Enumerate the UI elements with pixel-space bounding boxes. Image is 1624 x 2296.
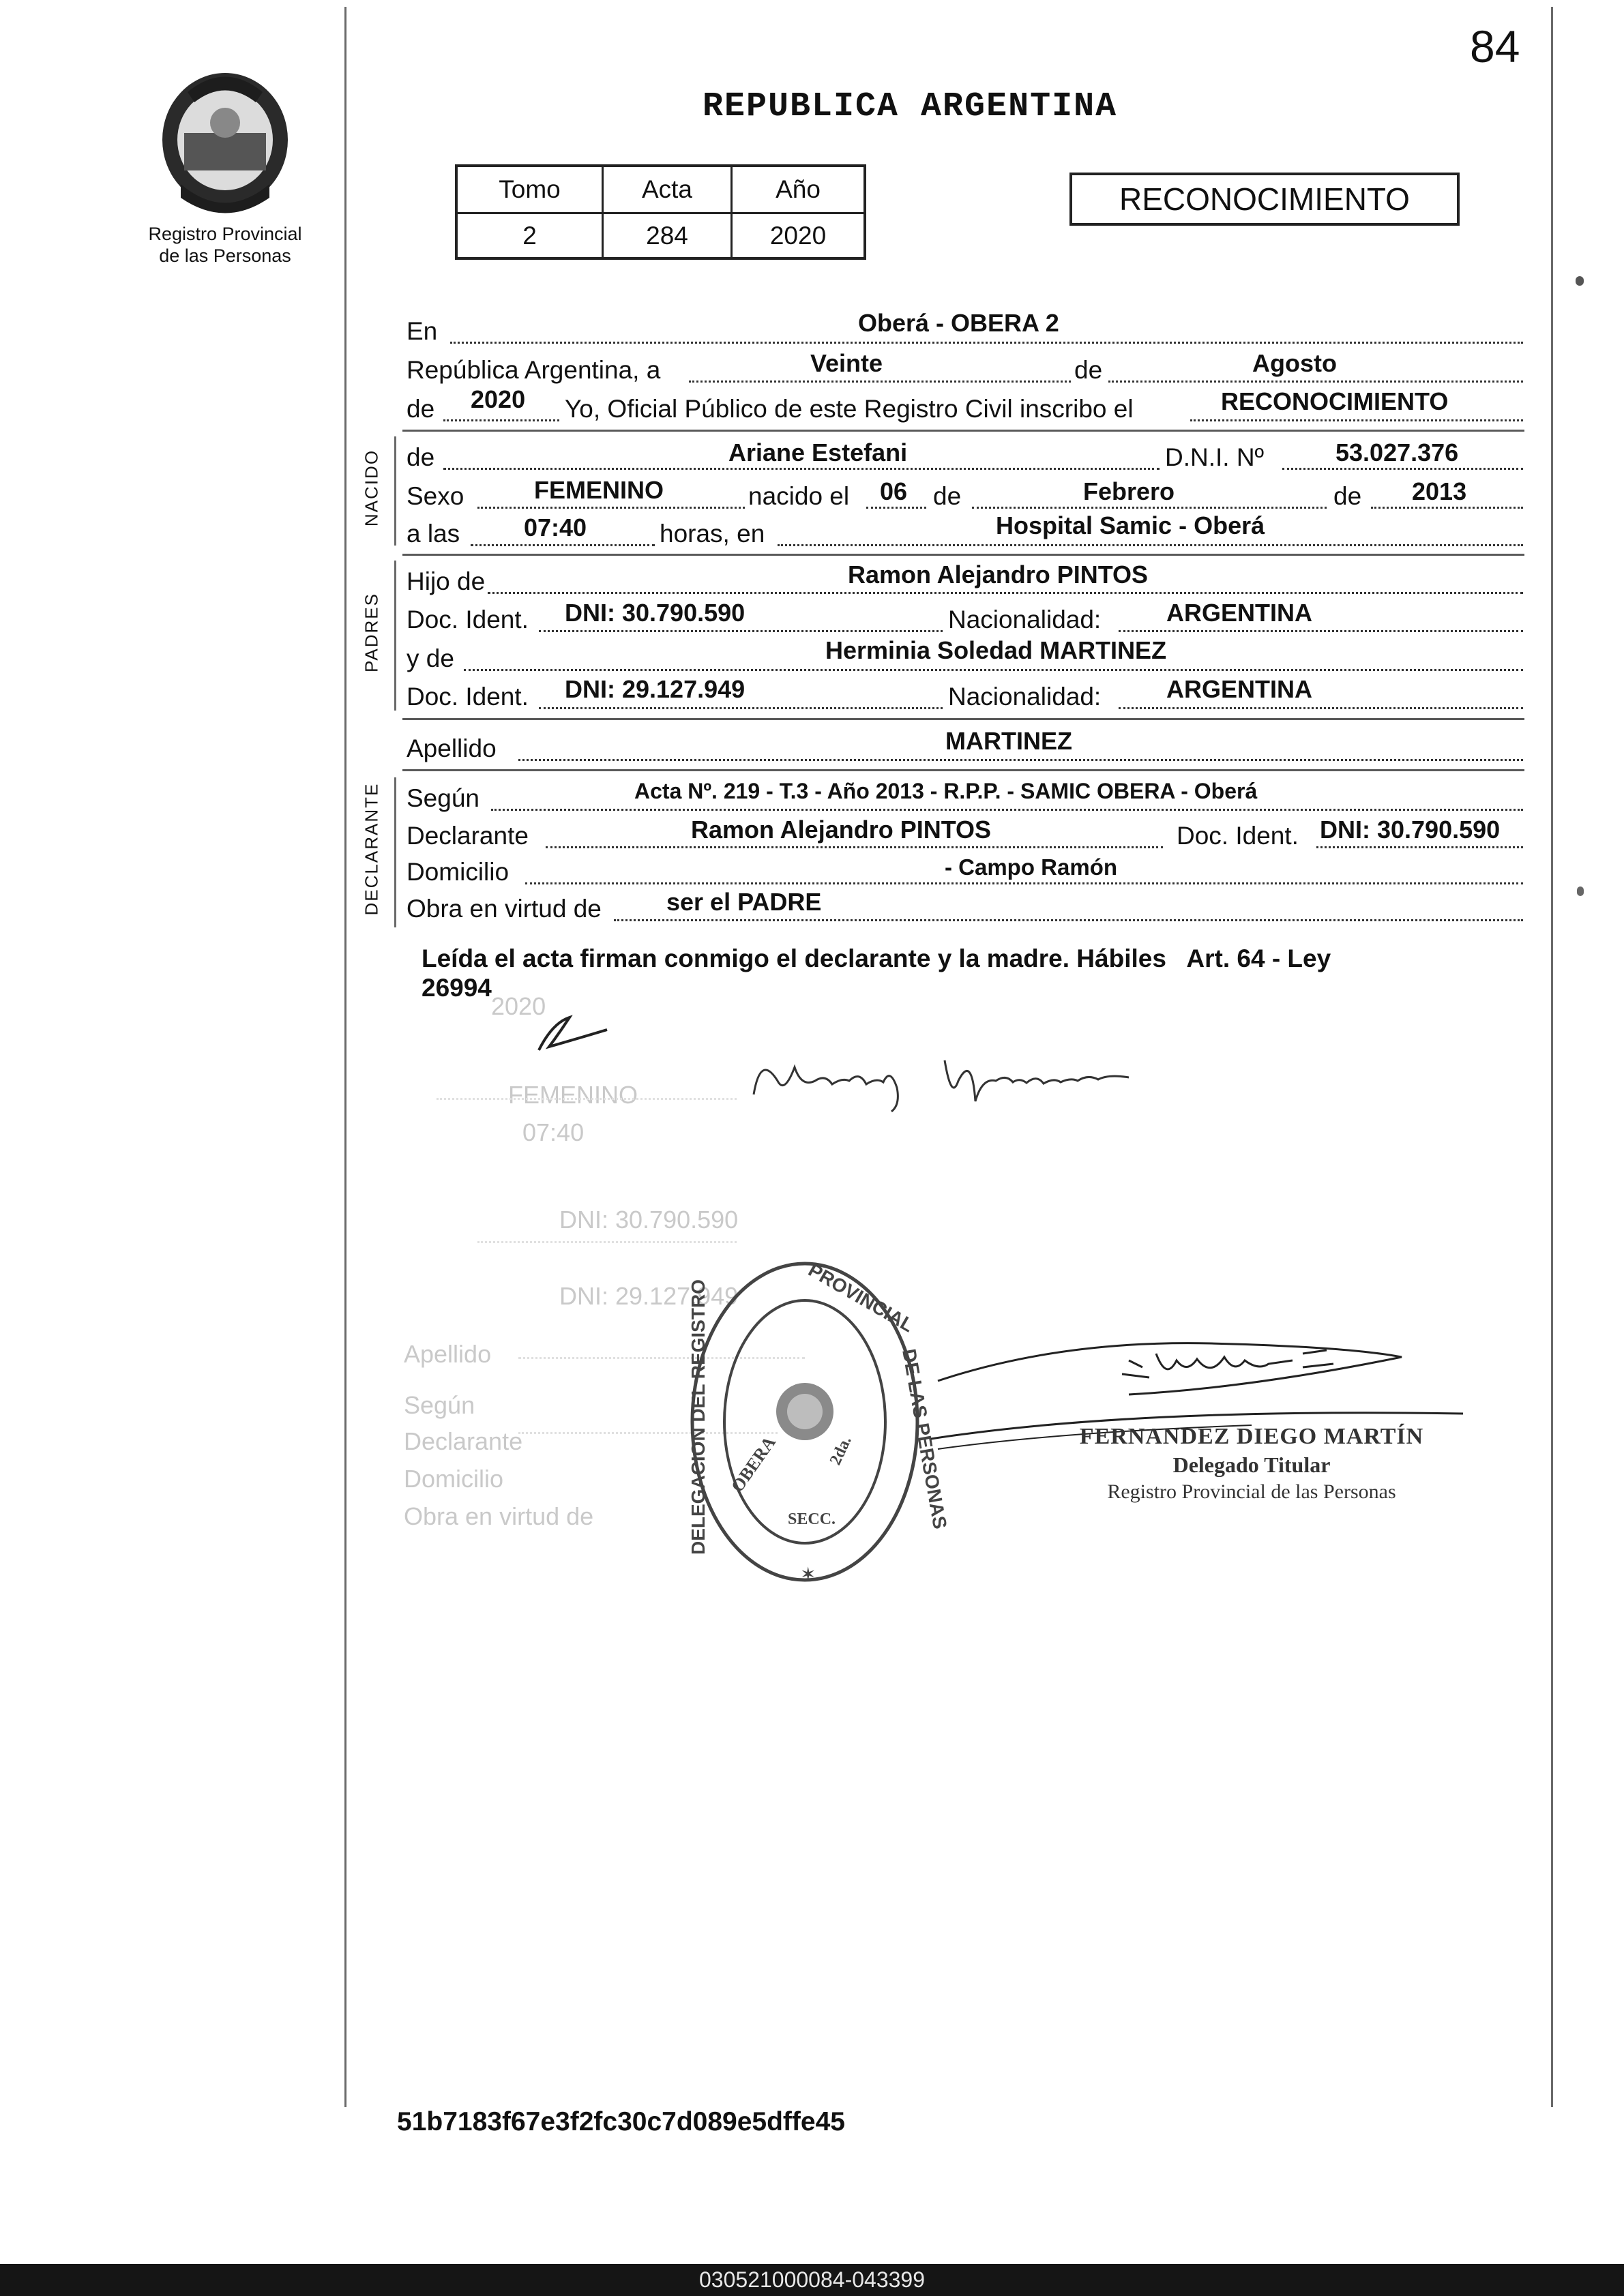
label-obra-en-virtud: Obra en virtud de	[407, 895, 602, 923]
dots-hora	[471, 544, 655, 546]
dots-apellido	[518, 759, 1523, 761]
label-doc-ident-2: Doc. Ident.	[407, 683, 529, 711]
dots-padre-nac	[1119, 630, 1523, 632]
logo-caption	[130, 223, 321, 267]
scan-speck	[1577, 886, 1584, 896]
label-a-las: a las	[407, 520, 460, 548]
value-madre-nac: ARGENTINA	[1166, 675, 1312, 703]
table-header-tomo: Tomo	[499, 175, 561, 203]
svg-text:DE LAS PERSONAS: DE LAS PERSONAS	[898, 1347, 951, 1531]
dots-sexo	[477, 507, 745, 509]
dots-declarante	[546, 846, 1163, 848]
svg-text:OBERA: OBERA	[727, 1433, 780, 1496]
official-role: Delegado Titular	[1172, 1452, 1331, 1477]
ghost-domicilio-label: Domicilio	[404, 1465, 504, 1493]
mother-signature	[747, 1040, 1156, 1122]
value-declarante: Ramon Alejandro PINTOS	[691, 816, 992, 844]
dots-declarante-doc	[1316, 846, 1523, 848]
dots-nombre	[443, 468, 1160, 470]
closing-text-line1: Leída el acta firman conmigo el declarante y la madre. Hábiles Art. 64 - Ley	[422, 944, 1331, 972]
section-divider	[402, 554, 1524, 556]
dots-madre-doc	[539, 707, 943, 709]
value-nombre: Ariane Estefani	[728, 438, 908, 466]
dots-padre-doc	[539, 630, 943, 632]
value-declarante-doc: DNI: 30.790.590	[1320, 816, 1501, 844]
closing-text-line2: 26994	[422, 974, 492, 1002]
table-header-anio: Año	[776, 175, 821, 203]
label-sexo: Sexo	[407, 482, 464, 510]
province-logo	[153, 65, 297, 211]
logo-caption-line2: de las Personas	[159, 245, 291, 266]
label-dni: D.N.I. Nº	[1165, 443, 1265, 471]
ghost-doc2: DNI: 29.127.949	[559, 1282, 739, 1310]
dots-madre-nac	[1119, 707, 1523, 709]
ghost-segun-label: Según	[404, 1391, 475, 1419]
label-horas-en: horas, en	[660, 520, 765, 548]
value-domicilio: - Campo Ramón	[945, 854, 1118, 880]
dots-dia-nac	[866, 507, 926, 509]
declarante-bracket	[394, 777, 396, 927]
logo-caption-line1: Registro Provincial	[148, 224, 302, 244]
official-name: FERNANDEZ DIEGO MARTÍN	[1079, 1424, 1424, 1449]
label-de-birth-year: de	[1333, 482, 1362, 510]
value-hora-nac: 07:40	[524, 513, 587, 541]
value-mes: Agosto	[1252, 349, 1337, 377]
dots-obra	[614, 919, 1523, 921]
dots-padre	[488, 592, 1523, 594]
declarant-signature	[532, 1009, 628, 1057]
value-apellido: MARTINEZ	[945, 727, 1072, 755]
label-republica-a: República Argentina, a	[407, 356, 661, 384]
label-de-name: de	[407, 443, 435, 471]
value-segun: Acta Nº. 219 - T.3 - Año 2013 - R.P.P. - SAMIC OBERA - Oberá	[634, 779, 1258, 803]
svg-text:DELEGACION DEL REGISTRO: DELEGACION DEL REGISTRO	[688, 1279, 709, 1555]
dots-dni	[1282, 468, 1523, 470]
ghost-hora: 07:40	[522, 1118, 585, 1146]
value-mes-nac: Febrero	[1083, 477, 1175, 505]
left-margin-rule	[344, 7, 346, 2107]
dots-domicilio	[525, 882, 1523, 884]
label-nacido-el: nacido el	[748, 482, 850, 510]
official-block	[1061, 1424, 1443, 1504]
section-divider	[402, 430, 1524, 432]
register-table	[455, 164, 866, 260]
value-lugar: Oberá - OBERA 2	[858, 309, 1059, 337]
document-type-box: RECONOCIMIENTO	[1069, 173, 1460, 226]
value-anio: 2020	[471, 385, 526, 413]
dots-en	[450, 342, 1523, 344]
closing-text	[422, 944, 1331, 1002]
document-hash: 51b7183f67e3f2fc30c7d089e5dffe45	[397, 2107, 845, 2136]
label-domicilio: Domicilio	[407, 858, 510, 886]
ghost-doc1: DNI: 30.790.590	[559, 1206, 739, 1234]
label-de-birth-month: de	[933, 482, 962, 510]
value-padre-doc: DNI: 30.790.590	[565, 599, 745, 627]
province-shield-icon	[153, 65, 297, 211]
dots-mes	[1108, 381, 1523, 383]
side-label-padres: PADRES	[361, 593, 382, 672]
label-nacionalidad-1: Nacionalidad:	[948, 606, 1102, 633]
svg-text:SECC.: SECC.	[788, 1510, 836, 1528]
value-acto: RECONOCIMIENTO	[1221, 387, 1449, 415]
svg-text:PROVINCIAL: PROVINCIAL	[805, 1259, 918, 1337]
label-apellido: Apellido	[407, 734, 497, 762]
ghost-obra-label: Obra en virtud de	[404, 1502, 594, 1530]
dots-madre	[464, 669, 1523, 671]
table-header-acta: Acta	[641, 175, 693, 203]
label-hijo-de: Hijo de	[407, 567, 486, 595]
label-de-month: de	[1074, 356, 1103, 384]
label-nacionalidad-2: Nacionalidad:	[948, 683, 1102, 711]
country-title: REPUBLICA ARGENTINA	[703, 87, 1118, 126]
svg-text:2da.: 2da.	[826, 1433, 855, 1468]
label-y-de: y de	[407, 644, 454, 672]
label-yo-oficial: Yo, Oficial Público de este Registro Civil inscribo el	[565, 395, 1134, 423]
value-madre: Herminia Soledad MARTINEZ	[825, 636, 1167, 664]
label-de-year: de	[407, 395, 435, 423]
dots-lugar-nac	[778, 544, 1523, 546]
label-segun: Según	[407, 784, 479, 812]
ghost-declarante-label: Declarante	[404, 1427, 523, 1455]
side-label-nacido: NACIDO	[361, 449, 382, 527]
label-declarante: Declarante	[407, 822, 529, 850]
dots-anio	[443, 419, 559, 421]
value-padre: Ramon Alejandro PINTOS	[848, 561, 1149, 588]
value-madre-doc: DNI: 29.127.949	[565, 675, 745, 703]
right-margin-rule	[1551, 7, 1553, 2107]
value-sexo: FEMENINO	[534, 476, 664, 504]
value-dia-nac: 06	[880, 477, 908, 505]
section-divider	[402, 769, 1524, 771]
padres-bracket	[394, 561, 396, 711]
official-office: Registro Provincial de las Personas	[1107, 1480, 1396, 1503]
svg-text:✶: ✶	[800, 1563, 816, 1585]
value-dni: 53.027.376	[1335, 438, 1459, 466]
scan-speck	[1576, 276, 1584, 286]
dots-dia	[689, 381, 1071, 383]
dots-segun	[491, 809, 1523, 811]
ghost-line	[437, 1098, 737, 1100]
label-en: En	[407, 317, 438, 345]
label-doc-ident-decl: Doc. Ident.	[1177, 822, 1299, 850]
dots-anio-nac	[1371, 507, 1523, 509]
label-doc-ident-1: Doc. Ident.	[407, 606, 529, 633]
ghost-sexo: FEMENINO	[508, 1081, 638, 1109]
section-divider	[402, 718, 1524, 720]
value-lugar-nac: Hospital Samic - Oberá	[996, 511, 1265, 539]
table-value-anio: 2020	[769, 222, 827, 250]
value-obra-en-virtud: ser el PADRE	[666, 888, 822, 916]
dots-acto	[1190, 419, 1523, 421]
value-dia: Veinte	[810, 349, 883, 377]
footer-bar	[0, 2264, 1624, 2296]
value-anio-nac: 2013	[1412, 477, 1467, 505]
side-label-declarante: DECLARANTE	[361, 782, 382, 916]
value-padre-nac: ARGENTINA	[1166, 599, 1312, 627]
footer-code: 030521000084-043399	[699, 2267, 925, 2292]
nacido-bracket	[394, 436, 396, 546]
page-number: 84	[1470, 21, 1520, 72]
table-value-acta: 284	[646, 222, 688, 250]
ghost-fecha: 2020	[491, 992, 546, 1020]
dots-mes-nac	[972, 507, 1327, 509]
ghost-line	[477, 1241, 737, 1243]
official-stamp	[685, 1255, 951, 1589]
table-value-tomo: 2	[522, 222, 537, 250]
ghost-apellido-label: Apellido	[404, 1340, 492, 1368]
